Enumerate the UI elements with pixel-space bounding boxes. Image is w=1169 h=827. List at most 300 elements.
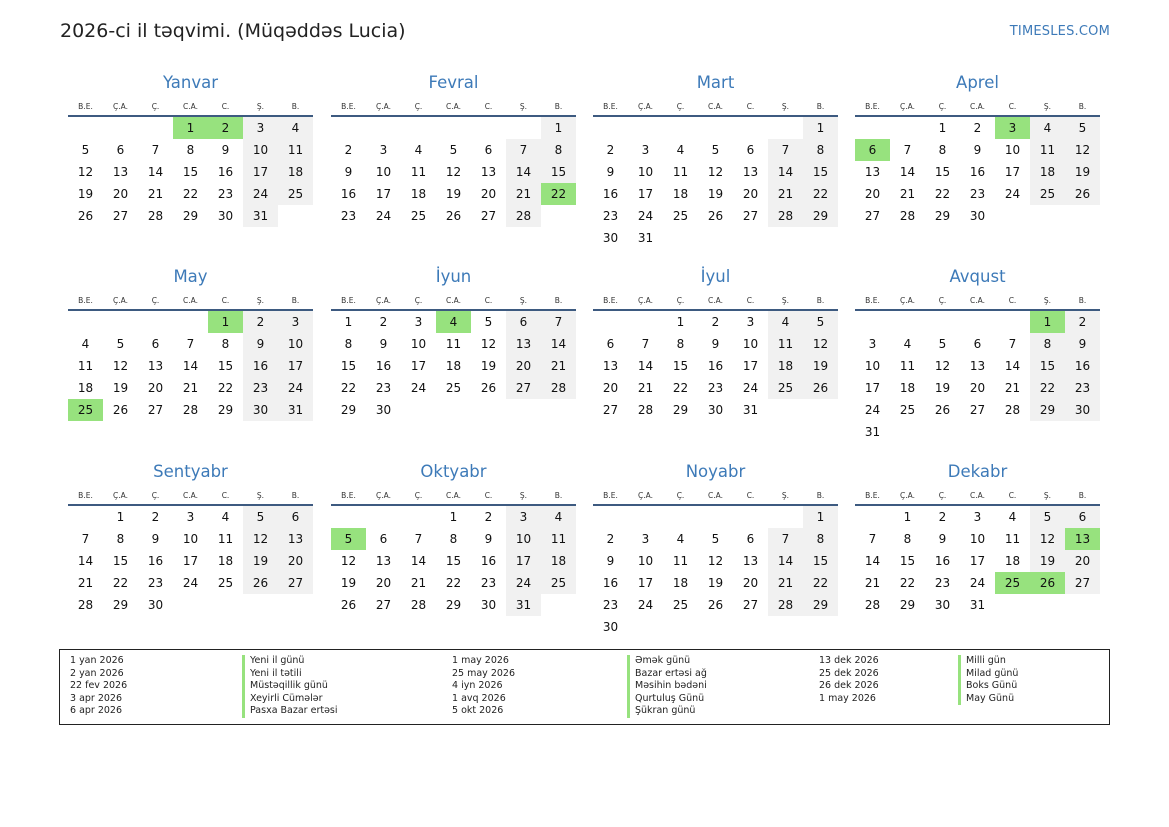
month-name: Yanvar [162, 73, 219, 92]
day-cell: 24 [864, 403, 881, 417]
day-cell: 12 [1030, 528, 1065, 550]
day-cell: 17 [637, 576, 654, 590]
day-cell: 20 [742, 576, 759, 590]
day-cell: 29 [1030, 399, 1065, 421]
day-cell: 16 [480, 554, 497, 568]
holiday-day-cell: 6 [855, 139, 890, 161]
empty-day [506, 117, 541, 139]
weekday-label: Ç. [151, 491, 160, 500]
weekday-label: C. [1008, 491, 1017, 500]
weekday-label: C. [221, 296, 230, 305]
day-cell: 19 [803, 355, 838, 377]
month-oktyabr [331, 463, 576, 616]
month-name: İyul [700, 267, 731, 286]
day-cell: 24 [410, 381, 427, 395]
day-cell: 19 [1065, 161, 1100, 183]
day-cell: 19 [707, 576, 724, 590]
day-cell: 17 [1004, 165, 1021, 179]
legend-holiday-name: Xeyirli Cümələr [242, 693, 338, 706]
day-cell: 23 [243, 377, 278, 399]
day-cell: 5 [116, 337, 125, 351]
legend-date: 25 may 2026 [452, 667, 516, 679]
day-cell: 13 [742, 554, 759, 568]
day-cell: 15 [340, 359, 357, 373]
day-cell: 18 [1030, 161, 1065, 183]
day-cell: 27 [602, 403, 619, 417]
day-cell: 2 [938, 510, 947, 524]
day-cell: 20 [480, 187, 497, 201]
day-cell: 11 [672, 554, 689, 568]
day-cell: 11 [541, 528, 576, 550]
empty-day [733, 506, 768, 528]
day-cell: 11 [410, 165, 427, 179]
day-cell: 7 [414, 532, 423, 546]
day-cell: 7 [186, 337, 195, 351]
empty-day [663, 506, 698, 528]
day-cell: 22 [217, 381, 234, 395]
day-cell: 9 [484, 532, 493, 546]
weekday-label: B.E. [865, 491, 880, 500]
day-cell: 6 [506, 311, 541, 333]
day-cell: 17 [182, 554, 199, 568]
month-yanvar [68, 74, 313, 227]
day-cell: 26 [77, 209, 94, 223]
empty-day [401, 117, 436, 139]
day-cell: 22 [182, 187, 199, 201]
holiday-day-cell: 1 [1030, 311, 1065, 333]
weekday-header [331, 483, 576, 506]
weekday-header [855, 483, 1100, 506]
day-cell: 16 [602, 187, 619, 201]
day-cell: 8 [676, 337, 685, 351]
day-cell: 3 [379, 143, 388, 157]
day-cell: 13 [278, 528, 313, 550]
day-cell: 29 [182, 209, 199, 223]
day-cell: 22 [445, 576, 462, 590]
site-logo-text[interactable]: TIMESLES.COM [1009, 24, 1110, 39]
empty-day [366, 506, 401, 528]
day-cell: 7 [506, 139, 541, 161]
weekday-label: Ş. [519, 296, 528, 305]
day-cell: 12 [707, 554, 724, 568]
weekday-label: B. [291, 102, 300, 111]
weekday-label: C.A. [182, 491, 198, 500]
day-cell: 27 [969, 403, 986, 417]
day-cell: 8 [449, 532, 458, 546]
day-cell: 15 [1030, 355, 1065, 377]
day-cell: 26 [803, 377, 838, 399]
day-grid [68, 506, 313, 616]
weekday-label: Ç.A. [637, 296, 653, 305]
legend-holiday-name: Boks Günü [958, 680, 1018, 693]
day-cell: 13 [112, 165, 129, 179]
day-grid [331, 311, 576, 421]
legend-names-col-3 [958, 655, 1018, 705]
weekday-header [331, 94, 576, 117]
day-cell: 14 [637, 359, 654, 373]
weekday-label: B. [554, 102, 563, 111]
day-cell: 31 [243, 205, 278, 227]
day-cell: 14 [899, 165, 916, 179]
day-cell: 23 [934, 576, 951, 590]
day-cell: 30 [969, 209, 986, 223]
day-cell: 24 [182, 576, 199, 590]
day-cell: 17 [506, 550, 541, 572]
day-cell: 7 [81, 532, 90, 546]
day-cell: 2 [344, 143, 353, 157]
day-cell: 16 [217, 165, 234, 179]
legend-holiday-name: Milad günü [958, 668, 1018, 681]
day-cell: 9 [606, 554, 615, 568]
day-cell: 21 [410, 576, 427, 590]
legend-date: 2 yan 2026 [70, 667, 124, 679]
day-cell: 15 [217, 359, 234, 373]
holiday-day-cell: 5 [331, 528, 366, 550]
day-cell: 4 [676, 532, 685, 546]
day-cell: 25 [672, 598, 689, 612]
day-cell: 30 [934, 598, 951, 612]
month-noyabr [593, 463, 838, 638]
day-cell: 25 [899, 403, 916, 417]
day-cell: 20 [278, 550, 313, 572]
day-cell: 5 [449, 143, 458, 157]
weekday-label: Ç. [938, 296, 947, 305]
day-cell: 13 [969, 359, 986, 373]
weekday-label: B. [1078, 102, 1087, 111]
day-cell: 15 [182, 165, 199, 179]
legend-dates-col-2 [452, 655, 515, 718]
empty-day [733, 117, 768, 139]
day-cell: 2 [484, 510, 493, 524]
day-cell: 24 [637, 598, 654, 612]
legend-date: 1 may 2026 [819, 692, 876, 704]
weekday-label: Ç. [151, 296, 160, 305]
weekday-label: Ç.A. [899, 491, 915, 500]
day-cell: 15 [934, 165, 951, 179]
day-cell: 4 [221, 510, 230, 524]
day-cell: 8 [186, 143, 195, 157]
month-name: Noyabr [685, 462, 746, 481]
day-cell: 4 [676, 143, 685, 157]
day-cell: 1 [903, 510, 912, 524]
day-cell: 2 [711, 315, 720, 329]
day-cell: 20 [375, 576, 392, 590]
day-cell: 18 [768, 355, 803, 377]
weekday-label: B.E. [865, 296, 880, 305]
weekday-label: C. [484, 296, 493, 305]
day-cell: 11 [278, 139, 313, 161]
day-cell: 9 [243, 333, 278, 355]
day-cell: 28 [541, 377, 576, 399]
day-cell: 24 [969, 576, 986, 590]
day-cell: 6 [746, 143, 755, 157]
weekday-label: B. [1078, 491, 1087, 500]
day-cell: 20 [742, 187, 759, 201]
day-cell: 20 [147, 381, 164, 395]
legend-date: 22 fev 2026 [70, 680, 128, 692]
weekday-label: C.A. [969, 491, 985, 500]
day-cell: 29 [672, 403, 689, 417]
month-fevral [331, 74, 576, 227]
day-cell: 6 [116, 143, 125, 157]
day-cell: 21 [182, 381, 199, 395]
day-cell: 10 [182, 532, 199, 546]
day-cell: 9 [606, 165, 615, 179]
empty-day [173, 311, 208, 333]
day-cell: 15 [803, 550, 838, 572]
day-cell: 17 [969, 554, 986, 568]
day-cell: 16 [243, 355, 278, 377]
day-cell: 30 [243, 399, 278, 421]
legend-holiday-name: Qurtuluş Günü [627, 693, 707, 706]
day-cell: 5 [243, 506, 278, 528]
day-cell: 3 [278, 311, 313, 333]
day-cell: 3 [186, 510, 195, 524]
day-cell: 22 [112, 576, 129, 590]
day-cell: 2 [151, 510, 160, 524]
day-cell: 4 [541, 506, 576, 528]
day-cell: 14 [864, 554, 881, 568]
legend-date: 25 dek 2026 [819, 667, 879, 679]
day-cell: 1 [449, 510, 458, 524]
weekday-header [68, 288, 313, 311]
day-cell: 10 [864, 359, 881, 373]
day-cell: 16 [602, 576, 619, 590]
day-cell: 2 [379, 315, 388, 329]
day-cell: 6 [606, 337, 615, 351]
day-cell: 6 [1065, 506, 1100, 528]
empty-day [103, 311, 138, 333]
day-cell: 21 [147, 187, 164, 201]
empty-day [593, 117, 628, 139]
weekday-label: Ç. [414, 296, 423, 305]
day-grid [331, 506, 576, 616]
day-cell: 27 [506, 377, 541, 399]
holiday-day-cell: 3 [995, 117, 1030, 139]
weekday-label: Ş. [519, 102, 528, 111]
day-cell: 8 [541, 139, 576, 161]
day-cell: 16 [969, 165, 986, 179]
day-cell: 8 [803, 528, 838, 550]
weekday-label: Ç.A. [637, 102, 653, 111]
day-cell: 2 [606, 532, 615, 546]
holiday-day-cell: 13 [1065, 528, 1100, 550]
day-cell: 6 [973, 337, 982, 351]
day-cell: 1 [803, 117, 838, 139]
day-cell: 28 [182, 403, 199, 417]
empty-day [138, 311, 173, 333]
weekday-label: B.E. [78, 102, 93, 111]
empty-day [68, 506, 103, 528]
weekday-label: C.A. [969, 102, 985, 111]
weekday-label: C. [1008, 102, 1017, 111]
day-cell: 4 [414, 143, 423, 157]
day-cell: 9 [973, 143, 982, 157]
day-cell: 10 [278, 333, 313, 355]
weekday-header [593, 483, 838, 506]
day-cell: 16 [1065, 355, 1100, 377]
legend-holiday-name: Müstəqillik günü [242, 680, 338, 693]
day-cell: 25 [217, 576, 234, 590]
day-cell: 9 [221, 143, 230, 157]
day-cell: 10 [243, 139, 278, 161]
day-cell: 2 [243, 311, 278, 333]
empty-day [960, 311, 995, 333]
day-cell: 16 [147, 554, 164, 568]
day-cell: 22 [1030, 377, 1065, 399]
weekday-label: B.E. [603, 296, 618, 305]
day-cell: 28 [864, 598, 881, 612]
legend-date: 1 yan 2026 [70, 655, 124, 666]
day-cell: 28 [147, 209, 164, 223]
weekday-label: Ç. [938, 102, 947, 111]
day-cell: 3 [506, 506, 541, 528]
day-cell: 19 [934, 381, 951, 395]
legend-date: 26 dek 2026 [819, 680, 879, 692]
day-cell: 8 [803, 139, 838, 161]
day-cell: 20 [602, 381, 619, 395]
day-cell: 28 [768, 205, 803, 227]
weekday-label: C. [484, 491, 493, 500]
day-cell: 5 [711, 143, 720, 157]
day-cell: 11 [899, 359, 916, 373]
day-cell: 24 [742, 381, 759, 395]
day-cell: 12 [112, 359, 129, 373]
weekday-header [593, 94, 838, 117]
day-cell: 1 [938, 121, 947, 135]
weekday-label: Ç.A. [112, 102, 128, 111]
legend-holiday-name: Yeni il günü [242, 655, 338, 668]
weekday-label: C. [746, 296, 755, 305]
day-cell: 9 [344, 165, 353, 179]
day-cell: 9 [1065, 333, 1100, 355]
month-sentyabr [68, 463, 313, 616]
day-cell: 13 [602, 359, 619, 373]
day-cell: 12 [803, 333, 838, 355]
holiday-day-cell: 26 [1030, 572, 1065, 594]
day-cell: 10 [742, 337, 759, 351]
day-cell: 9 [711, 337, 720, 351]
weekday-label: Ş. [519, 491, 528, 500]
day-cell: 4 [81, 337, 90, 351]
day-cell: 19 [112, 381, 129, 395]
day-cell: 10 [410, 337, 427, 351]
empty-day [593, 506, 628, 528]
day-cell: 14 [768, 161, 803, 183]
month-name: Avqust [949, 267, 1006, 286]
day-cell: 13 [864, 165, 881, 179]
weekday-label: C.A. [445, 102, 461, 111]
day-cell: 20 [969, 381, 986, 395]
weekday-header [68, 94, 313, 117]
weekday-label: C. [221, 102, 230, 111]
legend-date: 1 may 2026 [452, 655, 509, 666]
day-cell: 29 [803, 594, 838, 616]
day-cell: 4 [1030, 117, 1065, 139]
day-cell: 17 [375, 187, 392, 201]
weekday-label: Ç. [676, 491, 685, 500]
weekday-label: C. [746, 491, 755, 500]
day-cell: 30 [480, 598, 497, 612]
day-cell: 22 [934, 187, 951, 201]
day-cell: 20 [1065, 550, 1100, 572]
legend-names-col-2 [627, 655, 707, 718]
day-cell: 10 [1004, 143, 1021, 157]
weekday-label: B. [816, 491, 825, 500]
day-cell: 23 [217, 187, 234, 201]
day-cell: 30 [1065, 399, 1100, 421]
day-cell: 29 [899, 598, 916, 612]
day-cell: 29 [217, 403, 234, 417]
weekday-label: Ş. [781, 296, 790, 305]
day-cell: 25 [278, 183, 313, 205]
legend-holiday-name: Pasxa Bazar ertəsi [242, 705, 338, 718]
legend-dates-col-1 [70, 655, 127, 718]
weekday-header [68, 483, 313, 506]
weekday-label: B. [291, 491, 300, 500]
day-cell: 18 [672, 576, 689, 590]
weekday-header [855, 288, 1100, 311]
weekday-label: Ç. [676, 296, 685, 305]
day-cell: 28 [637, 403, 654, 417]
day-cell: 12 [480, 337, 497, 351]
day-cell: 26 [707, 209, 724, 223]
day-cell: 25 [445, 381, 462, 395]
weekday-label: B.E. [341, 102, 356, 111]
day-cell: 24 [375, 209, 392, 223]
weekday-label: B.E. [78, 491, 93, 500]
day-grid [593, 117, 838, 249]
day-cell: 19 [445, 187, 462, 201]
weekday-label: B.E. [603, 102, 618, 111]
legend-dates-col-3 [819, 655, 879, 705]
day-cell: 25 [541, 572, 576, 594]
day-cell: 4 [903, 337, 912, 351]
empty-day [855, 311, 890, 333]
day-cell: 29 [803, 205, 838, 227]
weekday-label: Ç.A. [375, 102, 391, 111]
day-cell: 9 [379, 337, 388, 351]
day-cell: 28 [410, 598, 427, 612]
day-cell: 27 [742, 209, 759, 223]
day-cell: 24 [243, 183, 278, 205]
weekday-label: Ş. [256, 296, 265, 305]
day-cell: 3 [641, 532, 650, 546]
day-cell: 26 [445, 209, 462, 223]
day-cell: 28 [768, 594, 803, 616]
legend-names-col-1 [242, 655, 338, 718]
day-cell: 17 [742, 359, 759, 373]
day-grid [593, 506, 838, 638]
day-cell: 10 [637, 554, 654, 568]
day-cell: 31 [969, 598, 986, 612]
day-cell: 27 [864, 209, 881, 223]
weekday-label: Ç.A. [899, 102, 915, 111]
legend-date: 4 iyn 2026 [452, 680, 503, 692]
day-cell: 26 [480, 381, 497, 395]
month-name: Sentyabr [153, 462, 228, 481]
day-cell: 3 [868, 337, 877, 351]
legend-date: 6 apr 2026 [70, 705, 123, 717]
day-cell: 31 [637, 231, 654, 245]
day-cell: 11 [77, 359, 94, 373]
weekday-label: Ç.A. [637, 491, 653, 500]
empty-day [995, 311, 1030, 333]
empty-day [436, 117, 471, 139]
holiday-day-cell: 22 [541, 183, 576, 205]
weekday-label: B. [816, 102, 825, 111]
day-cell: 14 [506, 161, 541, 183]
